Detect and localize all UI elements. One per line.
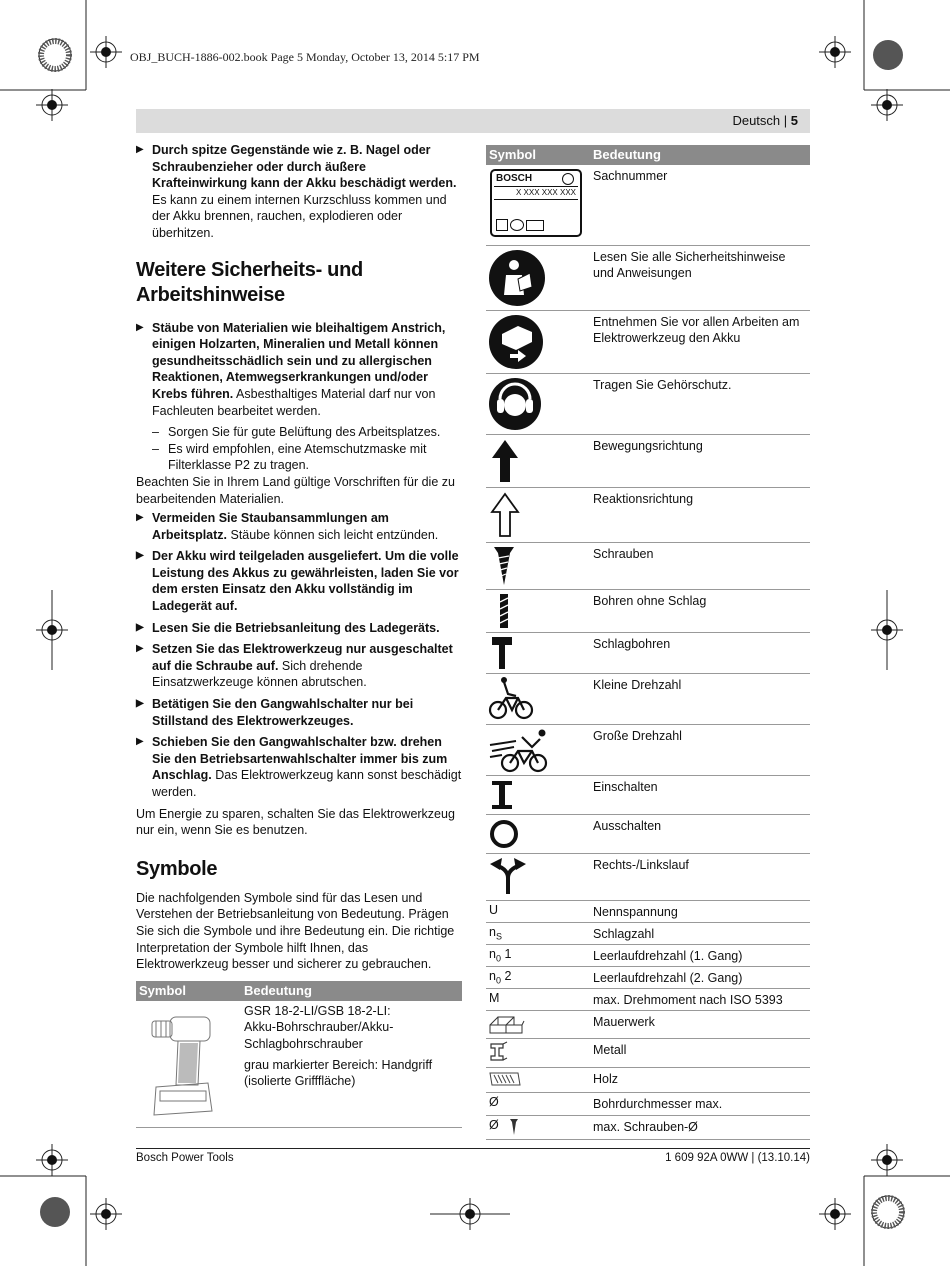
symbol-row	[486, 633, 810, 674]
meaning-forward-reverse: Rechts-/Linkslauf	[593, 858, 689, 872]
meaning-ear-protection: Tragen Sie Gehörschutz.	[593, 378, 732, 392]
tool-grip: grau markierter Bereich: Handgriff (isolierte Grifffläche)	[244, 1057, 433, 1089]
fast-bicycle-icon	[488, 727, 552, 773]
meaning-idle-speed-1: Leerlaufdrehzahl (1. Gang)	[593, 949, 743, 963]
slide-item	[136, 734, 462, 800]
symbol-row	[486, 1116, 810, 1140]
slow-bicycle-icon	[488, 676, 534, 720]
symbols-table	[486, 145, 810, 1140]
meaning-drilling: Bohren ohne Schlag	[593, 594, 707, 608]
remove-battery-icon	[488, 314, 544, 370]
symbol-row	[486, 311, 810, 374]
movement-direction-icon	[490, 438, 520, 484]
meaning-low-speed: Kleine Drehzahl	[593, 678, 682, 692]
symbol-row	[486, 967, 810, 989]
screw-icon	[492, 545, 516, 587]
dustpile-bold: Vermeiden Sie Staubansammlungen am Arbeitsplatz.	[152, 511, 389, 542]
drill-illustration	[146, 1007, 220, 1119]
energy-text: Um Energie zu sparen, schalten Sie das Elektrowerkzeug nur ein, wenn Sie es benutzen.	[136, 806, 455, 838]
symbol-row	[486, 854, 810, 901]
footer-doc-number: 1 609 92A 0WW | (13.10.14)	[665, 1152, 810, 1164]
screw-diameter-symbol: Ø	[489, 1118, 499, 1132]
symbol-row	[486, 246, 810, 311]
symbol-n: n	[489, 925, 496, 939]
dustpile-text: Stäube können sich leicht entzünden.	[227, 527, 439, 542]
meaning-part-number: Sachnummer	[593, 169, 668, 183]
drill-bit-icon	[494, 592, 514, 630]
symbol-gear: 2	[500, 969, 512, 983]
read-instructions-icon	[488, 249, 546, 307]
meaning-max-torque: max. Drehmoment nach ISO 5393	[593, 993, 783, 1007]
symbol-row	[486, 815, 810, 854]
tool-type: Akku-Bohrschrauber/Akku-Schlagbohrschrauber	[244, 1020, 394, 1051]
dash-item-mask: – Es wird empfohlen, eine Atemschutzmaske mit Filterklasse P2 zu tragen.	[136, 441, 462, 474]
meaning-metal: Metall	[593, 1043, 627, 1057]
symbol-n: n	[489, 969, 496, 983]
wood-icon	[488, 1069, 522, 1089]
meaning-high-speed: Große Drehzahl	[593, 729, 682, 743]
warning-bold: Durch spitze Gegenstände wie z. B. Nagel oder Schraubenzieher oder durch äußere Krafteinwirkung kann der Akku beschädigt werden.	[152, 143, 457, 191]
symbol-sub: 0	[495, 975, 501, 986]
voltage-symbol: U	[489, 903, 499, 917]
footer-rule	[136, 1148, 810, 1149]
meaning-drill-diameter: Bohrdurchmesser max.	[593, 1097, 723, 1111]
symbol-row	[486, 1093, 810, 1116]
symbol-row	[486, 989, 810, 1011]
power-off-icon	[488, 818, 520, 850]
symbol-row	[486, 776, 810, 815]
th-meaning: Bedeutung	[244, 982, 312, 998]
gear-item: ▶ Betätigen Sie den Gangwahlschalter nur bei Stillstand des Elektrowerkzeuges.	[136, 696, 462, 729]
symbol-row	[486, 923, 810, 945]
meaning-idle-speed-2: Leerlaufdrehzahl (2. Gang)	[593, 971, 743, 985]
symbol-row	[486, 945, 810, 967]
dash-item-ventilation: – Sorgen Sie für gute Belüftung des Arbeitsplatzes.	[136, 424, 462, 441]
print-header: OBJ_BUCH-1886-002.book Page 5 Monday, October 13, 2014 5:17 PM	[130, 50, 480, 64]
diameter-symbol: Ø	[489, 1095, 499, 1109]
dustpile-item	[136, 510, 462, 543]
slide-text: Das Elektrowerkzeug kann sonst beschädigt werden.	[152, 768, 462, 799]
symbol-row	[486, 435, 810, 488]
impact-rate-symbol	[489, 925, 502, 942]
idle-speed-1-symbol	[489, 947, 511, 964]
left-column	[136, 142, 462, 1128]
power-on-icon	[490, 779, 514, 811]
symbol-row	[486, 543, 810, 590]
th-symbol: Symbol	[489, 147, 536, 162]
meaning-screwing: Schrauben	[593, 547, 654, 561]
manual-item: ▶ Lesen Sie die Betriebsanleitung des Ladegeräts.	[136, 620, 462, 637]
symbols-table-header	[486, 145, 810, 165]
type-plate-icon	[490, 169, 582, 237]
symbol-n: n	[489, 947, 496, 961]
tool-model: GSR 18-2-LI/GSB 18-2-LI:	[244, 1003, 391, 1018]
meaning-reaction-direction: Reaktionsrichtung	[593, 492, 694, 506]
symbol-row	[486, 590, 810, 633]
dust-bold: Stäube von Materialien wie bleihaltigem Anstrich, einigen Holzarten, Mineralien und Metall können gesundheitsschädlich sein und zu allergischen Reaktionen, Atemwegserkrankungen und/oder Krebs führen.	[152, 320, 446, 401]
symbol-row	[486, 1011, 810, 1039]
page-header: Deutsch | 5	[732, 113, 798, 128]
screw-bold: Setzen Sie das Elektrowerkzeug nur ausgeschaltet auf die Schraube auf.	[152, 642, 453, 673]
dust-text: Asbesthaltiges Material darf nur von Fachleuten bearbeitet werden.	[152, 386, 436, 418]
symbol-sub: S	[495, 931, 502, 942]
charge-item: ▶ Der Akku wird teilgeladen ausgeliefert. Um die volle Leistung des Akkus zu gewährleisten, laden Sie vor dem ersten Einsatz den Akku vollständig im Ladegerät auf.	[136, 548, 462, 614]
symbol-row	[486, 725, 810, 776]
page-number: 5	[790, 113, 798, 128]
masonry-icon	[488, 1013, 526, 1035]
symbol-row	[486, 1068, 810, 1093]
regulations-text: Beachten Sie in Ihrem Land gültige Vorschriften für die zu bearbeitenden Materialien.	[136, 474, 455, 506]
symbol-row	[486, 1039, 810, 1068]
th-meaning: Bedeutung	[593, 147, 661, 162]
symbol-sub: 0	[495, 953, 501, 964]
meaning-wood: Holz	[593, 1072, 619, 1086]
meaning-movement-direction: Bewegungsrichtung	[593, 439, 703, 453]
plate-number: X XXX XXX XXX	[515, 188, 576, 197]
symbol-row	[486, 488, 810, 543]
symbol-row	[486, 165, 810, 246]
symbols-intro: Die nachfolgenden Symbole sind für das Lesen und Verstehen der Betriebsanleitung von Bedeutung. Prägen Sie sich die Symbole und ihre Bedeutung ein. Die richtige Interpretation der Symbole hilft Ihnen, das Elektrowerkzeug besser und sicherer zu gebrauchen.	[136, 890, 455, 972]
header-language: Deutsch	[732, 113, 781, 128]
footer-brand: Bosch Power Tools	[136, 1152, 234, 1164]
section-title: Weitere Sicherheits- und Arbeitshinweise	[136, 258, 363, 306]
symbol-row	[486, 901, 810, 923]
warning-item	[136, 142, 462, 242]
meaning-masonry: Mauerwerk	[593, 1015, 655, 1029]
meaning-rated-voltage: Nennspannung	[593, 905, 678, 919]
meaning-switch-on: Einschalten	[593, 780, 658, 794]
screw-text: Sich drehende Einsatzwerkzeuge können abrutschen.	[152, 658, 367, 690]
symbol-row	[486, 674, 810, 725]
symbol-gear: 1	[500, 947, 512, 961]
symbol-row	[486, 374, 810, 435]
small-screw-icon	[508, 1118, 520, 1136]
ear-protection-icon	[488, 377, 542, 431]
meaning-max-screw-diameter: max. Schrauben-Ø	[593, 1120, 698, 1134]
tool-table-header	[136, 981, 462, 1001]
plate-brand: BOSCH	[496, 173, 533, 184]
symbols-title: Symbole	[136, 857, 218, 880]
meaning-impact-drilling: Schlagbohren	[593, 637, 671, 651]
warning-text: Es kann zu einem internen Kurzschluss kommen und der Akku brennen, rauchen, explodieren oder überhitzen.	[152, 192, 447, 240]
hammer-icon	[490, 635, 514, 671]
torque-symbol: M	[489, 991, 500, 1005]
rotation-direction-icon	[488, 856, 528, 896]
metal-icon	[488, 1041, 512, 1063]
screw-item	[136, 641, 462, 691]
slide-bold: Schieben Sie den Gangwahlschalter bzw. drehen Sie den Betriebsartenwahlschalter immer bis zum Anschlag.	[152, 735, 448, 783]
meaning-impact-rate: Schlagzahl	[593, 927, 655, 941]
page-header-bar	[136, 109, 810, 133]
reaction-direction-icon	[490, 492, 520, 538]
meaning-read-instructions: Lesen Sie alle Sicherheitshinweise und Anweisungen	[593, 250, 786, 280]
dust-item	[136, 320, 462, 420]
th-symbol: Symbol	[139, 982, 186, 998]
meaning-remove-battery: Entnehmen Sie vor allen Arbeiten am Elektrowerkzeug den Akku	[593, 315, 800, 345]
idle-speed-2-symbol	[489, 969, 511, 986]
meaning-switch-off: Ausschalten	[593, 819, 662, 833]
tool-table-row	[136, 1001, 462, 1128]
